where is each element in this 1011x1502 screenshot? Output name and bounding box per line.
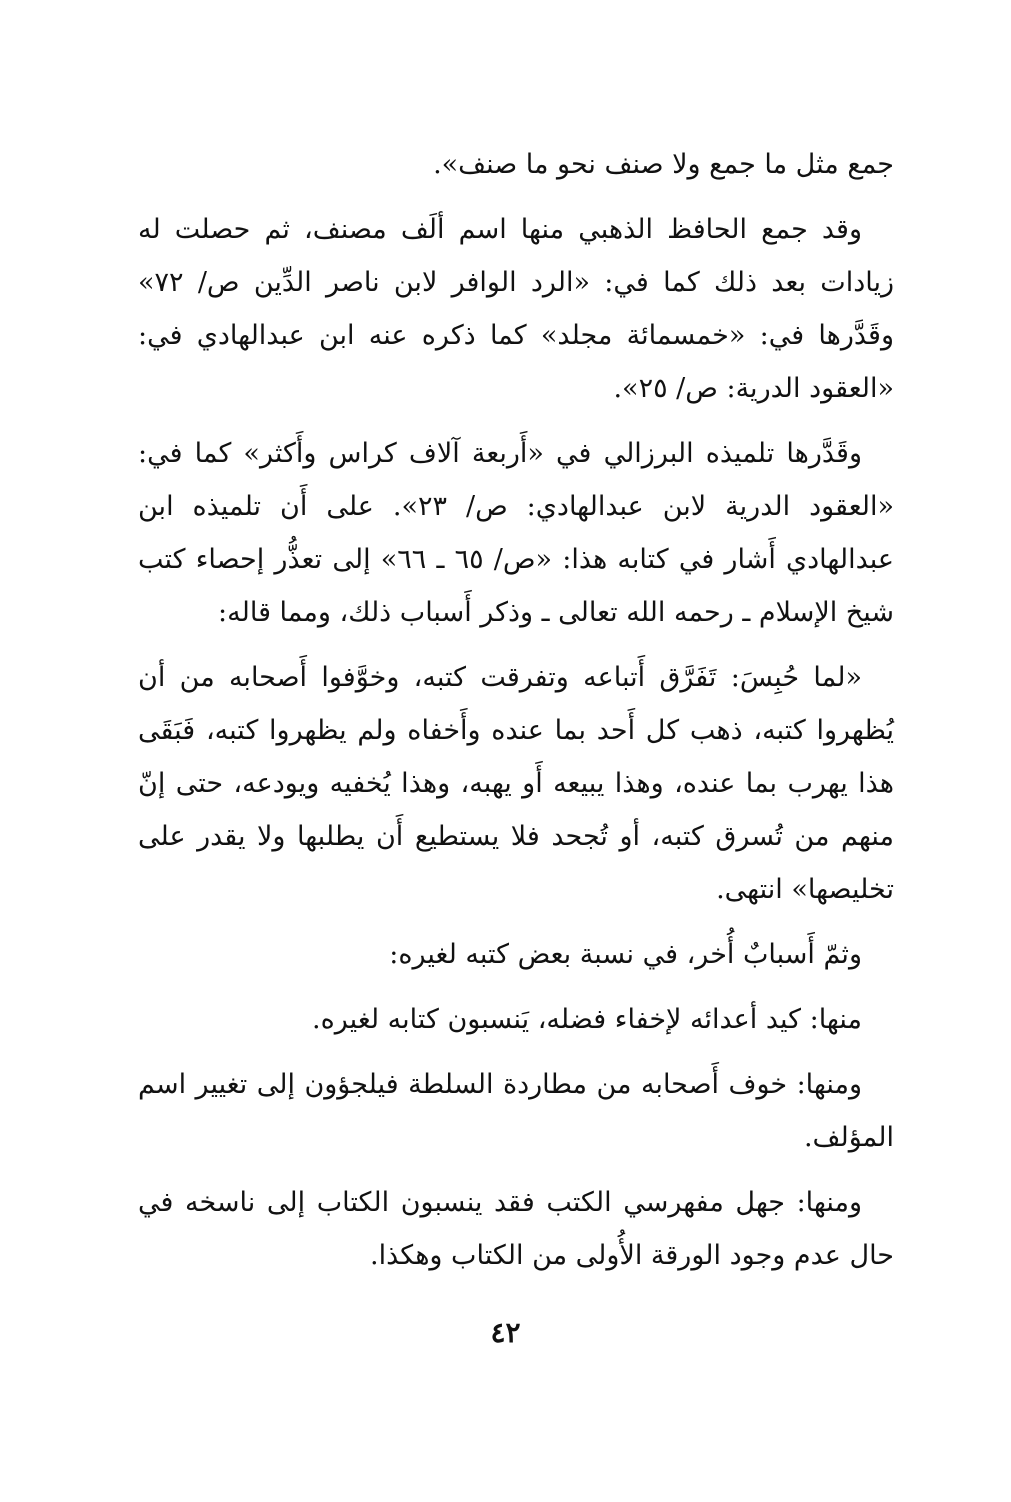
paragraph-7: ومنها: خوف أَصحابه من مطاردة السلطة فيلجؤون إلى تغيير اسم المؤلف. (138, 1069, 894, 1153)
paragraph-2: وقد جمع الحافظ الذهبي منها اسم ألَف مصنف، ثم حصلت له زيادات بعد ذلك كما في: «الرد الوافر لابن ناصر الدِّين ص/ ٧٢» وقَدَّرها في: «خمسمائة مجلد» كما ذكره عنه ابن عبدالهادي في: «العقود الدرية: ص/ ٢٥». (138, 214, 894, 404)
paragraph-3: وقَدَّرها تلميذه البرزالي في «أَربعة آلاف كراس وأَكثر» كما في: «العقود الدرية لابن عبدالهادي: ص/ ٢٣». على أَن تلميذه ابن عبدالهادي أَشار في كتابه هذا: «ص/ ٦٥ ـ ٦٦» إلى تعذُّر إحصاء كتب شيخ الإسلام ـ رحمه الله تعالى ـ وذكر أَسباب ذلك، ومما قاله: (138, 438, 894, 628)
paragraph-1: جمع مثل ما جمع ولا صنف نحو ما صنف». (433, 149, 894, 180)
paragraph-6: منها: كيد أعدائه لإخفاء فضله، يَنسبون كتابه لغيره. (312, 1004, 862, 1035)
body-text (138, 138, 894, 1294)
quote-paragraph: «لما حُبِسَ: تَفَرَّق أَتباعه وتفرقت كتبه، وخوَّفوا أَصحابه من أن يُظهروا كتبه، ذهب كل أَحد بما عنده وأَخفاه ولم يظهروا كتبه، فَبَقَى هذا يهرب بما عنده، وهذا يبيعه أَو يهبه، وهذا يُخفيه ويودعه، حتى إنّ منهم من تُسرق كتبه، أو تُجحد فلا يستطيع أَن يطلبها ولا يقدر على تخليصها» انتهى. (138, 662, 894, 905)
page-number: ٤٢ (490, 1316, 521, 1349)
paragraph-8: ومنها: جهل مفهرسي الكتب فقد ينسبون الكتاب إلى ناسخه في حال عدم وجود الورقة الأُولى من الكتاب وهكذا. (138, 1187, 894, 1271)
paragraph-5: وثمّ أَسبابٌ أُخر، في نسبة بعض كتبه لغيره: (389, 939, 862, 970)
